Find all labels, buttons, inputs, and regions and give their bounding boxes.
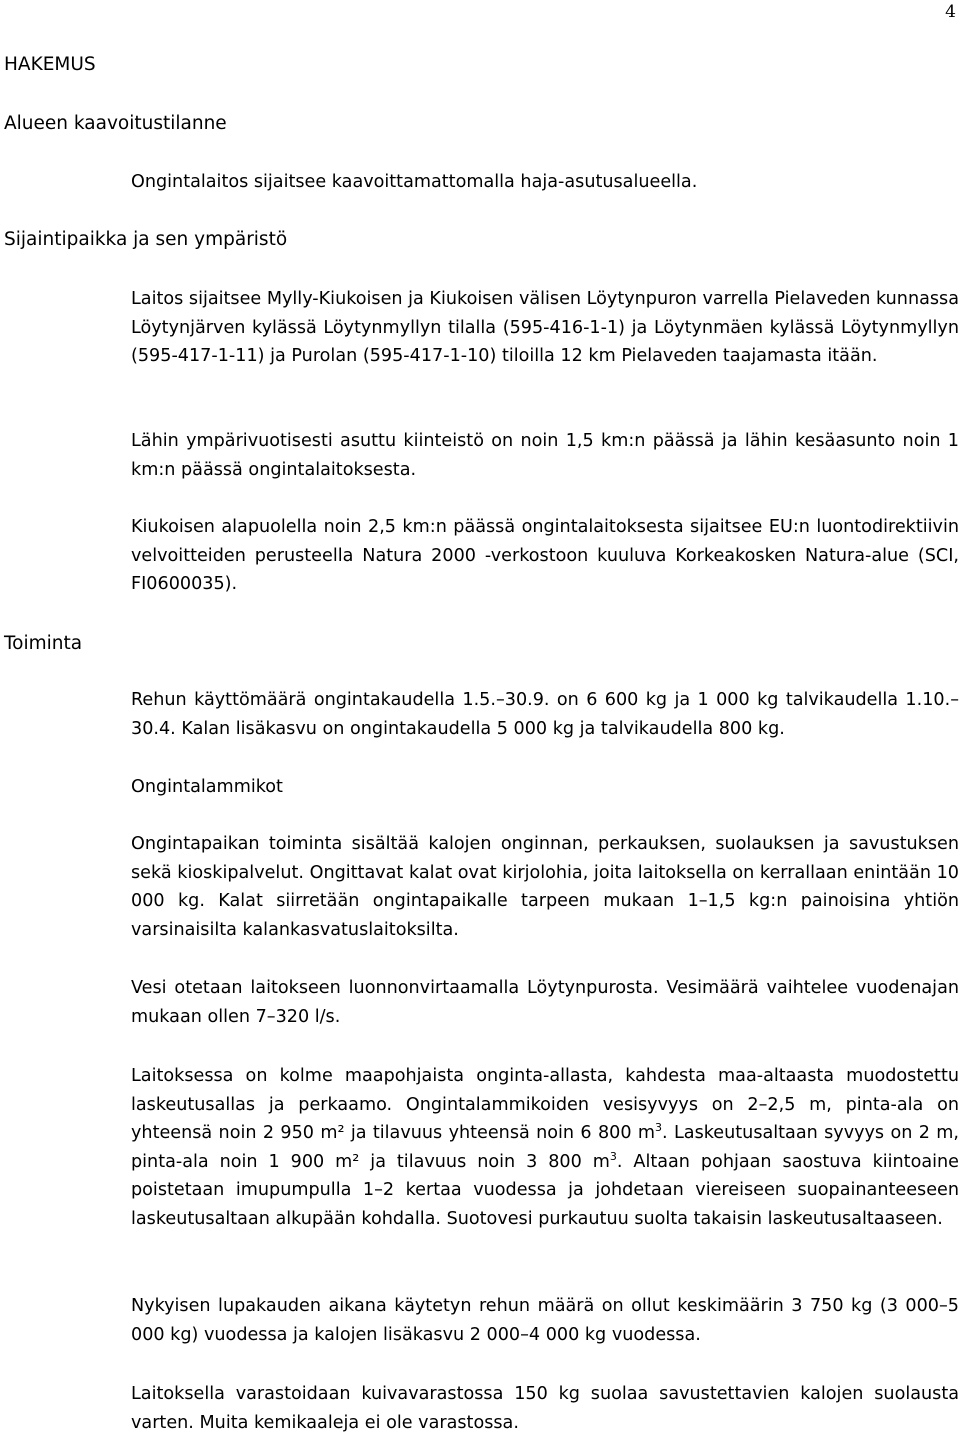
paragraph-kaavoitus: Ongintalaitos sijaitsee kaavoittamattomalla haja-asutusalueella. bbox=[131, 172, 698, 192]
page-number: 4 bbox=[945, 2, 956, 22]
heading-toiminta: Toiminta bbox=[4, 633, 83, 654]
heading-sijaintipaikka: Sijaintipaikka ja sen ympäristö bbox=[4, 229, 288, 250]
altaat-text-part-2: . Laskeutusaltaan syvyys on 2 m, pinta-ala noin 1 900 m² ja tilavuus noin 3 800 m bbox=[131, 1123, 959, 1172]
superscript-cubic: 3 bbox=[655, 1121, 663, 1135]
paragraph-altaat bbox=[131, 1062, 959, 1234]
paragraph-vesi: Vesi otetaan laitokseen luonnonvirtaamalla Löytynpurosta. Vesimäärä vaihtelee vuodenajan mukaan ollen 7–320 l/s. bbox=[131, 978, 959, 1027]
paragraph-rehu: Rehun käyttömäärä ongintakaudella 1.5.–30.9. on 6 600 kg ja 1 000 kg talvikaudella 1.10.–30.4. Kalan lisäkasvu on ongintakaudella 5 000 kg ja talvikaudella 800 kg. bbox=[131, 690, 959, 739]
paragraph-toiminta: Ongintapaikan toiminta sisältää kalojen onginnan, perkauksen, suolauksen ja savustuksen sekä kioskipalvelut. Ongittavat kalat ovat kirjolohia, joita laitoksella on kerrallaan enintään 10 000 kg. Kalat siirretään ongintapaikalle tarpeen mukaan 1–1,5 kg:n painoisina yhtiön varsinaisilta kalankasvatuslaitoksilta. bbox=[131, 834, 959, 940]
paragraph-sijainti: Laitos sijaitsee Mylly-Kiukoisen ja Kiukoisen välisen Löytynpuron varrella Pielaveden kunnassa Löytynjärven kylässä Löytynmyllyn tilalla (595-416-1-1) ja Löytynmäen kylässä Löytynmyllyn (595-417-1-11) ja Purolan (595-417-1-10) tiloilla 12 km Pielaveden taajamasta itään. bbox=[131, 289, 959, 367]
paragraph-natura: Kiukoisen alapuolella noin 2,5 km:n päässä ongintalaitoksesta sijaitsee EU:n luontodirektiivin velvoitteiden perusteella Natura 2000 -verkostoon kuuluva Korkeakosken Natura-alue (SCI, FI0600035). bbox=[131, 517, 959, 595]
heading-ongintalammikot: Ongintalammikot bbox=[131, 777, 283, 797]
heading-hakemus: HAKEMUS bbox=[4, 54, 96, 75]
altaat-text-part-1: Laitoksessa on kolme maapohjaista onginta-allasta, kahdesta maa-altaasta muodostettu laskeutusallas ja perkaamo. Ongintalammikoiden vesisyvyys on 2–2,5 m, pinta-ala on yhteensä noin 2 950 m² ja tilavuus yhteensä noin 6 800 m bbox=[131, 1066, 959, 1144]
superscript-cubic: 3 bbox=[609, 1149, 617, 1163]
altaat-text-part-3: . Altaan pohjaan saostuva kiintoaine poistetaan imupumpulla 1–2 kertaa vuodessa ja johdetaan viereiseen suopainanteeseen laskeutusaltaan alkupään kohdalla. Suotovesi purkautuu suolta takaisin laskeutusaltaaseen. bbox=[131, 1151, 959, 1229]
paragraph-asutus: Lähin ympärivuotisesti asuttu kiinteistö on noin 1,5 km:n päässä ja lähin kesäasunto noin 1 km:n päässä ongintalaitoksesta. bbox=[131, 431, 959, 480]
paragraph-varasto: Laitoksella varastoidaan kuivavarastossa 150 kg suolaa savustettavien kalojen suolausta varten. Muita kemikaaleja ei ole varastossa. bbox=[131, 1384, 959, 1433]
heading-kaavoitustilanne: Alueen kaavoitustilanne bbox=[4, 113, 227, 134]
paragraph-rehumaara: Nykyisen lupakauden aikana käytetyn rehun määrä on ollut keskimäärin 3 750 kg (3 000–5 000 kg) vuodessa ja kalojen lisäkasvu 2 000–4 000 kg vuodessa. bbox=[131, 1296, 959, 1345]
